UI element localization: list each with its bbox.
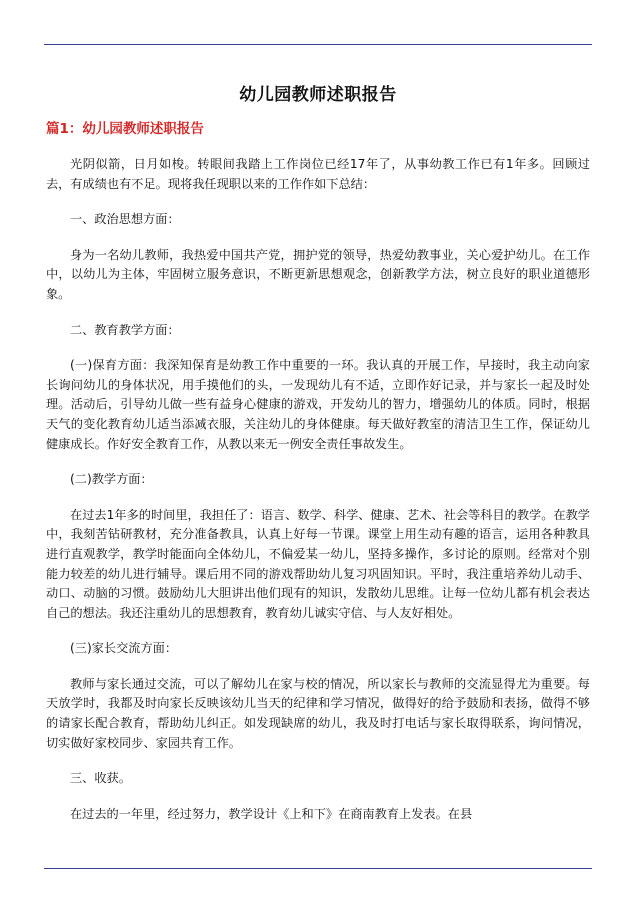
document-body — [46, 80, 590, 840]
heading-parents: (三)家长交流方面： — [70, 641, 178, 656]
paragraph-gains: 在过去的一年里，经过努力，教学设计《上和下》在商南教育上发表。在县 — [70, 806, 473, 821]
heading-teaching: 二、教育教学方面： — [70, 322, 180, 337]
bottom-divider — [44, 868, 592, 869]
paragraph-parents: 教师与家长通过交流，可以了解幼儿在家与校的情况，所以家长与教师的交流显得尤为重要。每天放学时，我都及时向家长反映该幼儿当天的纪律和学习情况，做得好的给予鼓励和表扬，做得不够的请家长配合教育，帮助幼儿纠正。如发现缺席的幼儿，我及时打电话与家长取得联系，询问情况，切实做好家校同步、家园共育工作。 — [46, 676, 590, 750]
heading-instruction: (二)教学方面： — [70, 472, 153, 487]
paragraph-instruction: 在过去1年多的时间里，我担任了：语言、数学、科学、健康、艺术、社会等科目的教学。在教学中，我刻苦钻研教材，充分准备教具，认真上好每一节课。课堂上用生动有趣的语言，运用各种教具进行直观教学，教学时能面向全体幼儿，不偏爱某一幼儿，坚持多操作，多讨论的原则。经常对个别能力较差的幼儿进行辅导。课后用不同的游戏帮助幼儿复习巩固知识。平时，我注重培养幼儿动手、动口、动脑的习惯。鼓励幼儿大胆讲出他们现有的知识，发散幼儿思维。让每一位幼儿都有机会表达自己的想法。我还注重幼儿的思想教育，教育幼儿诚实守信、与人友好相处。 — [46, 507, 590, 620]
section-title: 篇1：幼儿园教师述职报告 — [46, 121, 204, 137]
document-title: 幼儿园教师述职报告 — [239, 85, 397, 105]
top-divider — [44, 44, 592, 45]
heading-gains: 三、收获。 — [70, 771, 131, 786]
paragraph-intro: 光阴似箭，日月如梭。转眼间我踏上工作岗位已经17年了，从事幼教工作已有1年多。回顾过去，有成绩也有不足。现将我任现职以来的工作作如下总结： — [46, 157, 590, 191]
heading-political: 一、政治思想方面： — [70, 212, 180, 227]
paragraph-care: (一)保育方面：我深知保育是幼教工作中重要的一环。我认真的开展工作，早接时，我主动向家长询问幼儿的身体状况，用手摸他们的头，一发现幼儿有不适，立即作好记录，并与家长一起及时处理。活动后，引导幼儿做一些有益身心健康的游戏，开发幼儿的智力，增强幼儿的体质。同时，根据天气的变化教育幼儿适当添减衣服，关注幼儿的身体健康。每天做好教室的清洁卫生工作，保证幼儿健康成长。作好安全教育工作，从教以来无一例安全责任事故发生。 — [46, 358, 590, 451]
paragraph-political: 身为一名幼儿教师，我热爱中国共产党，拥护党的领导，热爱幼教事业，关心爱护幼儿。在工作中，以幼儿为主体，牢固树立服务意识，不断更新思想观念，创新教学方法，树立良好的职业道德形象。 — [46, 247, 590, 301]
